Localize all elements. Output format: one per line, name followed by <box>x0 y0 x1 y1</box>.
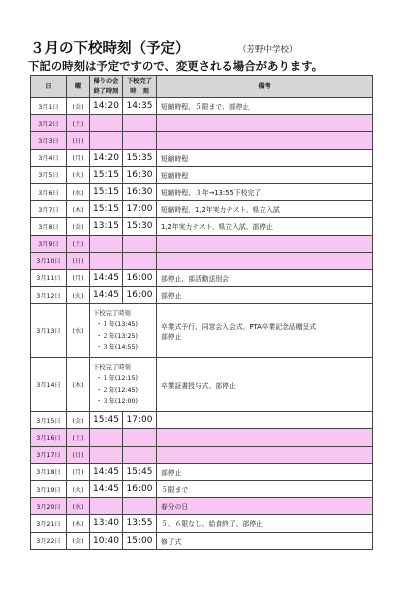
cell-date: 3月7日 <box>31 201 67 218</box>
cell-leave-time: 16:00 <box>123 481 157 498</box>
cell-note <box>157 304 373 358</box>
table-row <box>31 269 373 286</box>
cell-note <box>157 115 373 132</box>
header-leave-time <box>123 76 157 98</box>
header-leave-line2: 時 刻 <box>130 87 149 95</box>
cell-dow: (土) <box>67 235 90 252</box>
cell-note: 部停止、部活動送別会 <box>157 269 373 286</box>
cell-note: 短縮時程 <box>157 149 373 166</box>
table-row <box>31 304 373 358</box>
cell-dow: (月) <box>67 269 90 286</box>
table-row <box>31 515 373 532</box>
header-meeting-end <box>90 76 123 98</box>
cell-dow: (金) <box>67 532 90 549</box>
cell-leave-time: 16:30 <box>123 166 157 183</box>
cell-date: 3月19日 <box>31 481 67 498</box>
dismissal-grade-time: ・３年(14:55) <box>96 344 138 352</box>
cell-note <box>157 132 373 149</box>
cell-dow: (土) <box>67 429 90 446</box>
cell-date: 3月16日 <box>31 429 67 446</box>
cell-note <box>157 358 373 412</box>
cell-date: 3月5日 <box>31 166 67 183</box>
cell-dow: (日) <box>67 446 90 463</box>
cell-note: ５、６限なし、給食終了、部停止 <box>157 515 373 532</box>
cell-leave-time <box>123 132 157 149</box>
cell-leave-time: 17:00 <box>123 201 157 218</box>
cell-date: 3月11日 <box>31 269 67 286</box>
cell-meeting-end: 15:45 <box>90 412 123 429</box>
table-body <box>31 98 373 550</box>
cell-date: 3月13日 <box>31 304 67 358</box>
cell-meeting-end: 14:45 <box>90 287 123 304</box>
cell-date: 3月2日 <box>31 115 67 132</box>
cell-note <box>157 412 373 429</box>
cell-meeting-end <box>90 498 123 515</box>
cell-meeting-end <box>90 252 123 269</box>
dismissal-grade-time: ・１年(12:15) <box>96 375 138 383</box>
cell-meeting-end <box>90 235 123 252</box>
table-row <box>31 98 373 115</box>
cell-leave-time: 16:30 <box>123 183 157 200</box>
cell-leave-time <box>123 429 157 446</box>
cell-dow: (月) <box>67 463 90 480</box>
header-row <box>31 76 373 98</box>
table-row <box>31 201 373 218</box>
cell-note <box>157 446 373 463</box>
cell-date: 3月10日 <box>31 252 67 269</box>
cell-note: 短縮時程 <box>157 166 373 183</box>
note-line: 卒業式予行、同窓会入会式、PTA卒業記念品贈呈式 <box>161 322 317 331</box>
table-row <box>31 498 373 515</box>
cell-note <box>157 235 373 252</box>
cell-dow: (日) <box>67 252 90 269</box>
schedule-table <box>30 75 373 550</box>
note-line: 部停止 <box>161 332 182 341</box>
page-title: ３月の下校時刻（予定） <box>30 41 190 57</box>
dismissal-grade-time: ・１年(13:45) <box>96 321 138 329</box>
cell-date: 3月15日 <box>31 412 67 429</box>
cell-note: 部停止 <box>157 287 373 304</box>
cell-early-dismissal <box>90 358 157 412</box>
cell-meeting-end <box>90 115 123 132</box>
dismissal-grade-time: ・２年(13:25) <box>96 332 138 340</box>
cell-leave-time <box>123 446 157 463</box>
cell-meeting-end: 15:15 <box>90 183 123 200</box>
cell-leave-time: 13:55 <box>123 515 157 532</box>
table-row <box>31 115 373 132</box>
table-row <box>31 412 373 429</box>
table-row <box>31 429 373 446</box>
cell-dow: (火) <box>67 481 90 498</box>
cell-note: 短縮時程、５限まで、部停止 <box>157 98 373 115</box>
header-dow: 曜 <box>67 76 90 98</box>
notice-text: 下記の時刻は予定ですので、変更される場合があります。 <box>28 59 324 73</box>
table-row <box>31 132 373 149</box>
cell-meeting-end: 14:20 <box>90 98 123 115</box>
cell-meeting-end <box>90 429 123 446</box>
cell-date: 3月8日 <box>31 218 67 235</box>
cell-leave-time: 15:35 <box>123 149 157 166</box>
cell-leave-time <box>123 252 157 269</box>
cell-dow: (金) <box>67 412 90 429</box>
cell-dow: (火) <box>67 287 90 304</box>
cell-meeting-end: 14:45 <box>90 269 123 286</box>
cell-dow: (火) <box>67 166 90 183</box>
table-row <box>31 235 373 252</box>
cell-leave-time: 15:30 <box>123 218 157 235</box>
cell-note: 1,2年実力テスト、県立入試、部停止 <box>157 218 373 235</box>
header-meeting-line1: 帰りの会 <box>93 77 119 85</box>
cell-early-dismissal <box>90 304 157 358</box>
cell-meeting-end: 14:45 <box>90 463 123 480</box>
cell-date: 3月17日 <box>31 446 67 463</box>
cell-date: 3月3日 <box>31 132 67 149</box>
cell-note: 短縮時程、３年→13:55下校完了 <box>157 183 373 200</box>
cell-meeting-end <box>90 446 123 463</box>
cell-meeting-end: 10:40 <box>90 532 123 549</box>
cell-dow: (土) <box>67 115 90 132</box>
cell-leave-time: 15:00 <box>123 532 157 549</box>
cell-leave-time: 17:00 <box>123 412 157 429</box>
cell-dow: (金) <box>67 218 90 235</box>
cell-dow: (月) <box>67 149 90 166</box>
cell-note: 短縮時程、1,2年実力テスト、県立入試 <box>157 201 373 218</box>
table-row <box>31 149 373 166</box>
cell-dow: (木) <box>67 515 90 532</box>
table-row <box>31 287 373 304</box>
dismissal-heading: 下校完了時刻 <box>93 363 131 371</box>
cell-date: 3月22日 <box>31 532 67 549</box>
cell-date: 3月1日 <box>31 98 67 115</box>
cell-dow: (金) <box>67 98 90 115</box>
table-row <box>31 252 373 269</box>
cell-date: 3月14日 <box>31 358 67 412</box>
cell-dow: (木) <box>67 358 90 412</box>
cell-date: 3月18日 <box>31 463 67 480</box>
table-row <box>31 446 373 463</box>
cell-dow: (木) <box>67 201 90 218</box>
cell-date: 3月12日 <box>31 287 67 304</box>
table-row <box>31 358 373 412</box>
cell-leave-time: 16:00 <box>123 269 157 286</box>
cell-date: 3月20日 <box>31 498 67 515</box>
cell-dow: (水) <box>67 183 90 200</box>
cell-date: 3月9日 <box>31 235 67 252</box>
table-row <box>31 532 373 549</box>
cell-note <box>157 252 373 269</box>
header-leave-line1: 下校完了 <box>127 77 152 85</box>
cell-meeting-end: 13:15 <box>90 218 123 235</box>
cell-date: 3月6日 <box>31 183 67 200</box>
cell-leave-time <box>123 498 157 515</box>
table-row <box>31 218 373 235</box>
cell-note: 部停止 <box>157 463 373 480</box>
cell-leave-time: 15:45 <box>123 463 157 480</box>
cell-date: 3月21日 <box>31 515 67 532</box>
cell-meeting-end: 14:20 <box>90 149 123 166</box>
cell-dow: (水) <box>67 304 90 358</box>
cell-date: 3月4日 <box>31 149 67 166</box>
dismissal-grade-time: ・２年(12:45) <box>96 386 138 394</box>
cell-leave-time <box>123 235 157 252</box>
note-line: 卒業証書授与式、部停止 <box>161 381 236 390</box>
cell-note: ５限まで <box>157 481 373 498</box>
cell-meeting-end: 13:40 <box>90 515 123 532</box>
cell-meeting-end: 15:15 <box>90 166 123 183</box>
table-row <box>31 481 373 498</box>
header-meeting-line2: 終了時刻 <box>93 87 119 95</box>
cell-leave-time: 14:35 <box>123 98 157 115</box>
cell-note: 春分の日 <box>157 498 373 515</box>
cell-leave-time: 16:00 <box>123 287 157 304</box>
cell-meeting-end: 14:45 <box>90 481 123 498</box>
cell-note: 修了式 <box>157 532 373 549</box>
table-row <box>31 183 373 200</box>
cell-note <box>157 429 373 446</box>
cell-dow: (日) <box>67 132 90 149</box>
cell-dow: (水) <box>67 498 90 515</box>
table-row <box>31 463 373 480</box>
cell-leave-time <box>123 115 157 132</box>
cell-meeting-end <box>90 132 123 149</box>
header-note: 備考 <box>157 76 373 98</box>
table-row <box>31 166 373 183</box>
dismissal-heading: 下校完了時刻 <box>93 309 131 317</box>
cell-meeting-end: 15:15 <box>90 201 123 218</box>
dismissal-grade-time: ・３年(12:00) <box>96 398 138 406</box>
school-name: （芳野中学校） <box>238 45 298 55</box>
header-date: 日 <box>31 76 67 98</box>
